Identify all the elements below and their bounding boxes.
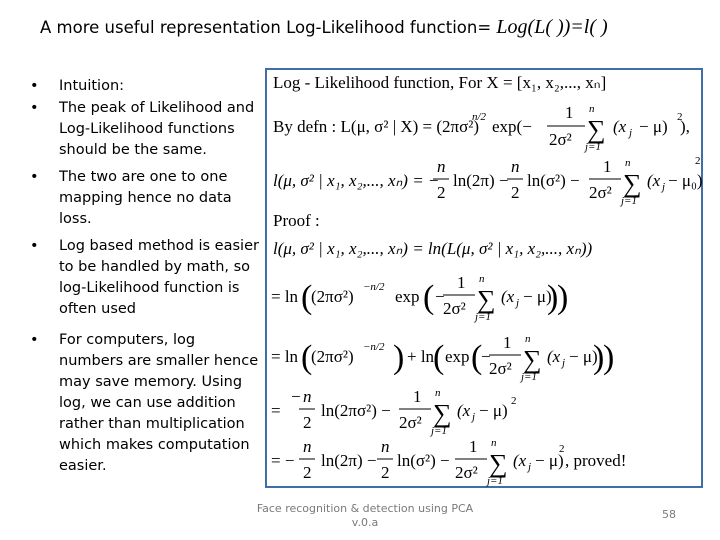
exponent-label: n/2 [472,111,487,123]
svg-text:1: 1 [603,157,612,176]
svg-text:−: − [291,387,301,406]
proof-line-likelihood: By defn : L(μ, σ² | X) = (2πσ²) [273,117,480,136]
proof-line-step1: l(μ, σ² | x₁, x₂,..., xₙ) = ln(L(μ, σ² | x₁, x₂,..., xₙ)) [273,239,593,258]
svg-text:(x: (x [613,117,627,136]
bullet-item: • For computers, log numbers are smaller hence may save memory. Using log, we can use addition rather than multiplication which makes computation easier. [30,330,262,477]
page-number: 58 [662,508,676,521]
svg-text:): ) [593,339,605,376]
svg-text:∑: ∑ [433,399,452,428]
svg-text:n: n [589,103,595,115]
svg-text:2σ²: 2σ² [399,413,422,432]
footer-version: v.0.a [351,516,379,529]
svg-text:j: j [528,461,532,473]
svg-text:j: j [472,411,476,423]
svg-text:n: n [511,157,520,176]
svg-text:2: 2 [511,395,517,407]
svg-text:(x: (x [457,401,471,420]
svg-text:(x: (x [547,347,561,366]
svg-text:j=1: j=1 [487,475,503,487]
svg-text:−n/2: −n/2 [363,281,385,293]
svg-text:1: 1 [413,387,422,406]
proved-label: , proved! [565,451,627,470]
svg-text:2σ²: 2σ² [443,299,466,318]
svg-text:exp: exp [395,287,420,306]
svg-text:j=1: j=1 [521,371,537,383]
svg-text:j: j [629,127,633,139]
slide-title [40,16,608,39]
bullet-item: • Intuition: [30,76,262,97]
svg-text:(: ( [301,339,313,376]
svg-text:n: n [437,157,446,176]
svg-text:− μ): − μ) [535,451,564,470]
svg-text:(x: (x [501,287,515,306]
proof-line-definition: Log - Likelihood function, For X = [x₁, x₂,..., xₙ] [273,73,607,92]
svg-text:1: 1 [469,437,478,456]
svg-text:2: 2 [303,413,312,432]
svg-text:(2πσ²): (2πσ²) [311,287,354,306]
svg-text:): ) [393,339,405,376]
proof-line-step4: = [271,401,281,420]
svg-text:(x: (x [513,451,527,470]
svg-text:): ) [557,279,569,316]
svg-text:(x: (x [647,171,661,190]
proof-panel [265,68,703,488]
svg-text:1: 1 [457,273,466,292]
svg-text:j=1: j=1 [621,195,637,207]
svg-text:∑: ∑ [587,115,606,144]
svg-text:),: ), [680,117,690,136]
bullet-item: • The peak of Likelihood and Log-Likelihood functions should be the same. [30,98,262,161]
svg-text:exp: exp [445,347,470,366]
svg-text:2: 2 [695,155,701,167]
svg-text:(: ( [471,339,483,376]
svg-text:j=1: j=1 [585,141,601,153]
svg-text:(: ( [423,279,435,316]
svg-text:j: j [662,181,666,193]
bullet-item: • The two are one to one mapping hence no data loss. [30,167,262,230]
proof-equations [267,70,705,490]
proof-line-step3: = ln [271,347,299,366]
svg-text:(2πσ²): (2πσ²) [311,347,354,366]
proof-line-final: = − [271,451,295,470]
svg-text:−n/2: −n/2 [363,341,385,353]
svg-text:n: n [525,333,531,345]
svg-text:2: 2 [381,463,390,482]
svg-text:j=1: j=1 [475,311,491,323]
svg-text:n: n [303,437,312,456]
svg-text:+ ln: + ln [407,347,435,366]
title-text: A more useful representation Log-Likelihood function= [40,18,492,37]
svg-text:−: − [435,287,445,306]
svg-text:(: ( [433,339,445,376]
svg-text:2: 2 [437,183,446,202]
svg-text:ln(σ²) −: ln(σ²) − [527,171,580,190]
svg-text:2σ²: 2σ² [589,183,612,202]
svg-text:2σ²: 2σ² [549,130,572,149]
proof-line-loglik: l(μ, σ² | x₁, x₂,..., xₙ) = − [273,171,440,190]
svg-text:ln(σ²) −: ln(σ²) − [397,451,450,470]
svg-text:n: n [625,157,631,169]
svg-text:∑: ∑ [523,345,542,374]
svg-text:1: 1 [503,333,512,352]
svg-text:): ) [603,339,615,376]
svg-text:− μ): − μ) [523,287,552,306]
svg-text:2: 2 [511,183,520,202]
title-formula: Log(L( ))=l( ) [496,16,608,38]
svg-text:j: j [562,357,566,369]
svg-text:n: n [303,387,312,406]
svg-text:j: j [516,297,520,309]
proof-label: Proof : [273,211,320,230]
svg-text:2: 2 [303,463,312,482]
svg-text:ln(2πσ²) −: ln(2πσ²) − [321,401,391,420]
footer-title: Face recognition & detection using PCA [256,502,474,515]
svg-text:− μ): − μ) [569,347,598,366]
proof-line-step2: = ln [271,287,299,306]
svg-text:∑: ∑ [623,169,642,198]
svg-text:∑: ∑ [489,449,508,478]
svg-text:ln(2π) −: ln(2π) − [453,171,509,190]
svg-text:2: 2 [677,111,683,123]
svg-text:n: n [435,387,441,399]
svg-text:ln(2π) −: ln(2π) − [321,451,377,470]
svg-text:n: n [479,273,485,285]
svg-text:j=1: j=1 [431,425,447,437]
svg-text:1: 1 [565,103,574,122]
svg-text:− μ₀): − μ₀) [668,171,703,190]
svg-text:−: − [481,347,491,366]
svg-text:− μ): − μ) [639,117,668,136]
svg-text:): ) [547,279,559,316]
svg-text:n: n [491,437,497,449]
svg-text:2: 2 [559,443,565,455]
svg-text:n: n [381,437,390,456]
svg-text:2σ²: 2σ² [455,463,478,482]
exp-label: exp(− [492,117,532,136]
svg-text:2σ²: 2σ² [489,359,512,378]
bullet-item: • Log based method is easier to be handled by math, so log-Likelihood function is often used [30,236,262,320]
bullet-list [30,76,262,477]
svg-text:∑: ∑ [477,285,496,314]
svg-text:(: ( [301,279,313,316]
svg-text:− μ): − μ) [479,401,508,420]
slide-footer [245,502,485,530]
